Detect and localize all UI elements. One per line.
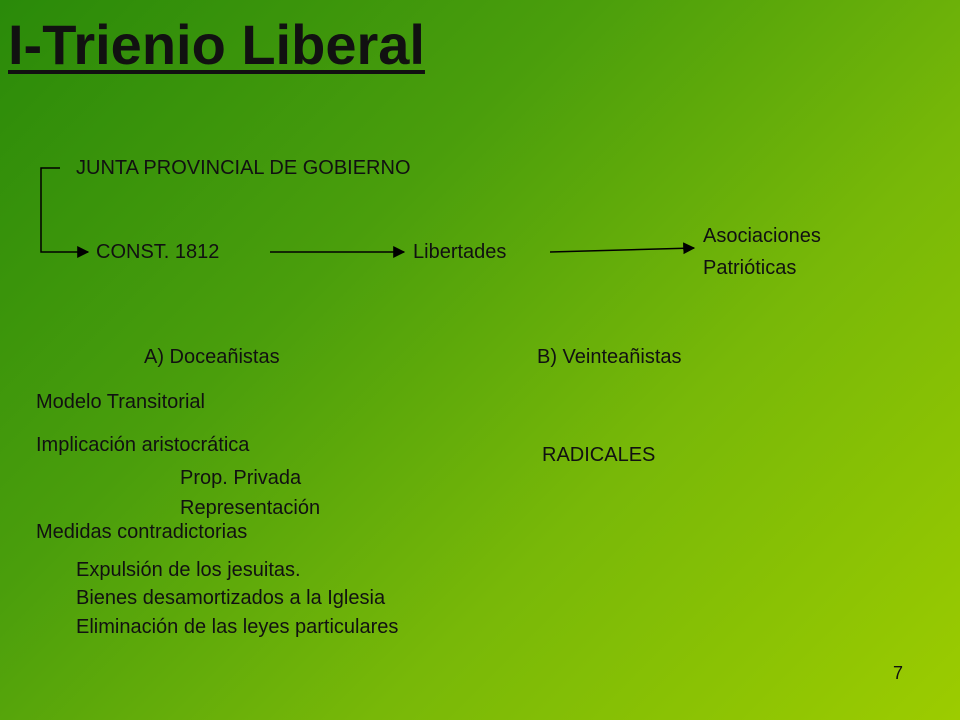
patrioticas-label: Patrióticas bbox=[703, 257, 797, 279]
libertades-label: Libertades bbox=[413, 241, 507, 263]
item-representacion: Representación bbox=[180, 497, 321, 519]
item-prop-privada: Prop. Privada bbox=[180, 467, 302, 489]
const-label: CONST. 1812 bbox=[96, 241, 220, 263]
item-implicacion-aristocratica: Implicación aristocrática bbox=[36, 434, 250, 456]
item-eliminacion-leyes: Eliminación de las leyes particulares bbox=[76, 616, 399, 638]
radicales-label: RADICALES bbox=[542, 444, 656, 466]
item-medidas-contradictorias: Medidas contradictorias bbox=[36, 521, 248, 543]
arrow-libertades-to-asociaciones bbox=[550, 248, 694, 252]
veinteanistas-heading: B) Veinteañistas bbox=[537, 346, 682, 368]
junta-label: JUNTA PROVINCIAL DE GOBIERNO bbox=[76, 157, 411, 179]
doceanistas-heading: A) Doceañistas bbox=[144, 346, 280, 368]
slide-title: I-Trienio Liberal bbox=[8, 13, 425, 76]
bracket-connector bbox=[41, 168, 88, 252]
asociaciones-label: Asociaciones bbox=[703, 225, 821, 247]
item-modelo-transitorial: Modelo Transitorial bbox=[36, 391, 205, 413]
item-expulsion-jesuitas: Expulsión de los jesuitas. bbox=[76, 559, 301, 581]
page-number: 7 bbox=[892, 663, 903, 683]
item-bienes-desamortizados: Bienes desamortizados a la Iglesia bbox=[76, 587, 386, 609]
